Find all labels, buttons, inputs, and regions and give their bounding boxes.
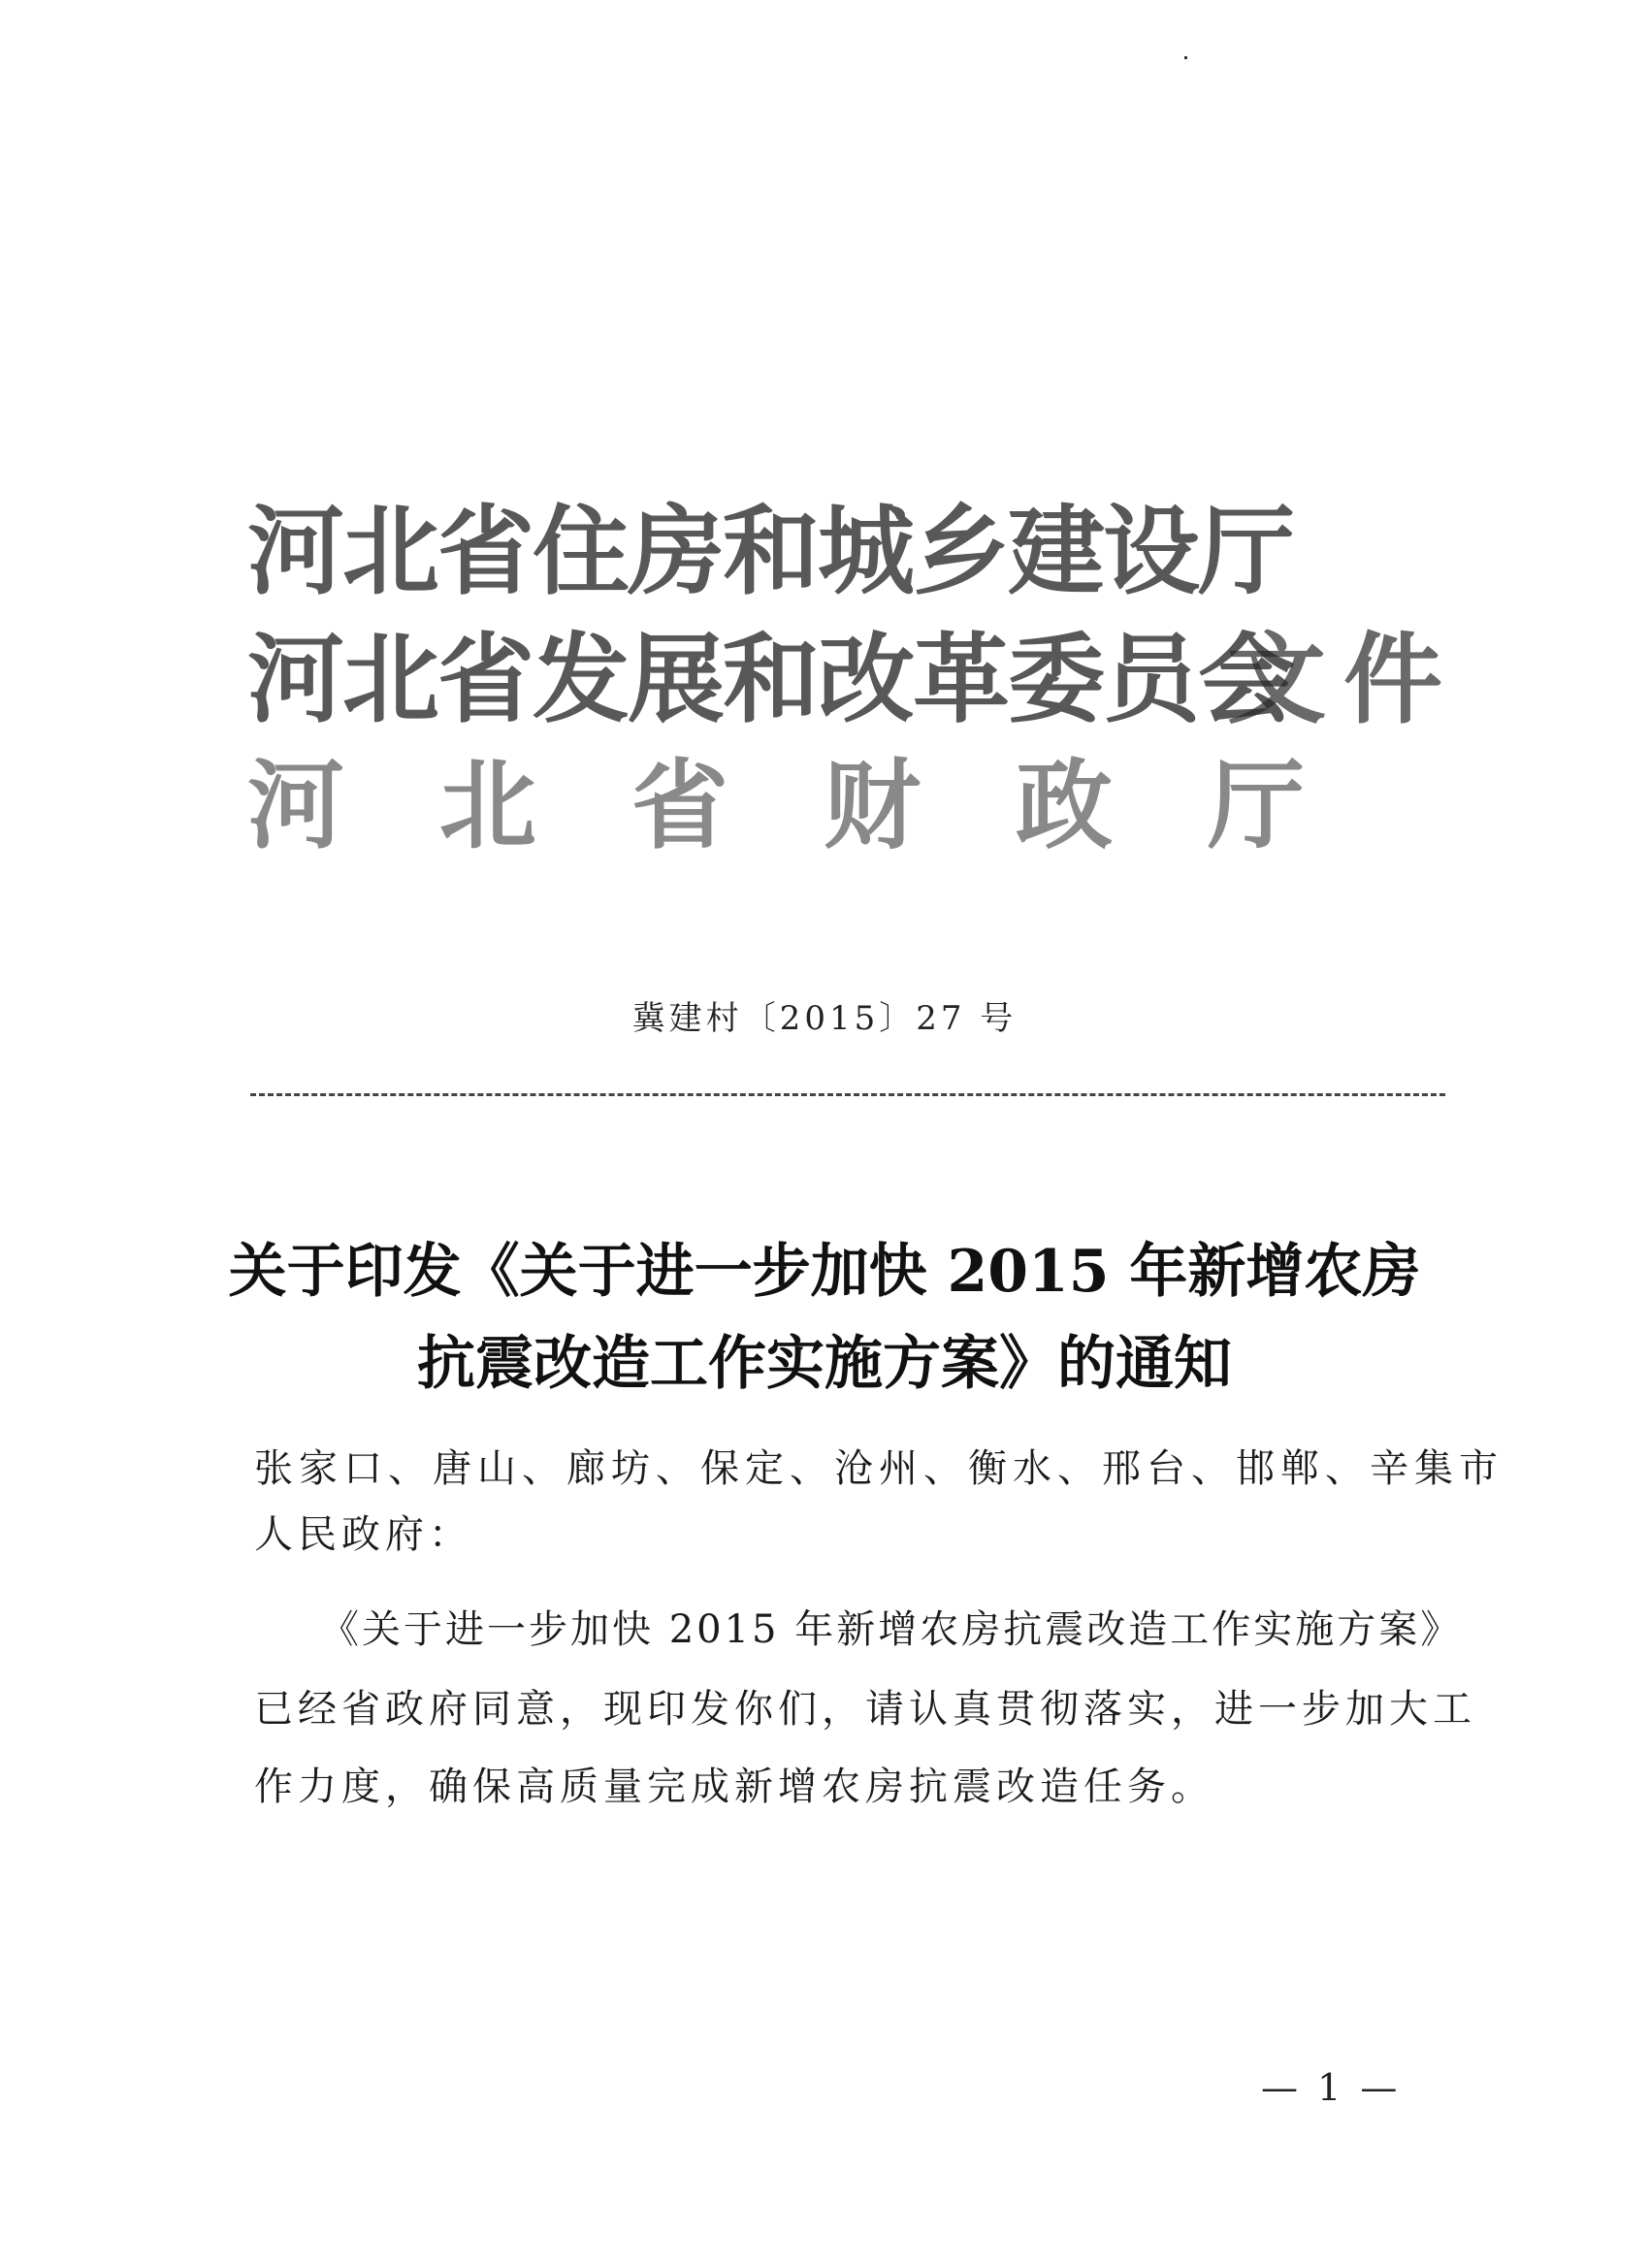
body-line-2: 已经省政府同意，现印发你们，请认真贯彻落实，进一步加大工 — [254, 1687, 1476, 1732]
recipients-line-2: 人民政府： — [254, 1512, 472, 1557]
scan-dot-mark — [1184, 56, 1187, 59]
document-number: 冀建村〔2015〕27 号 — [631, 999, 1018, 1038]
issuer-finance-department: 河北省财政厅 — [247, 749, 1400, 862]
issuer-development-commission: 河北省发展和改革委员会 — [247, 623, 1293, 736]
header-divider — [250, 1093, 1445, 1096]
document-title-line-1: 关于印发《关于进一步加快 2015 年新增农房 — [228, 1238, 1421, 1306]
recipients-line-1: 张家口、唐山、廊坊、保定、沧州、衡水、邢台、邯郸、辛集市 — [254, 1446, 1504, 1491]
letterhead-document-word: 文件 — [1227, 623, 1460, 738]
body-line-3: 作力度，确保高质量完成新增农房抗震改造任务。 — [254, 1765, 1214, 1809]
document-title-line-2: 抗震改造工作实施方案》的通知 — [417, 1330, 1232, 1398]
body-line-1: 《关于进一步加快 2015 年新增农房抗震改造工作实施方案》 — [320, 1607, 1463, 1652]
page-number: — 1 — — [1261, 2066, 1402, 2109]
issuer-housing-department: 河北省住房和城乡建设厅 — [247, 495, 1293, 608]
letterhead — [247, 473, 1470, 861]
